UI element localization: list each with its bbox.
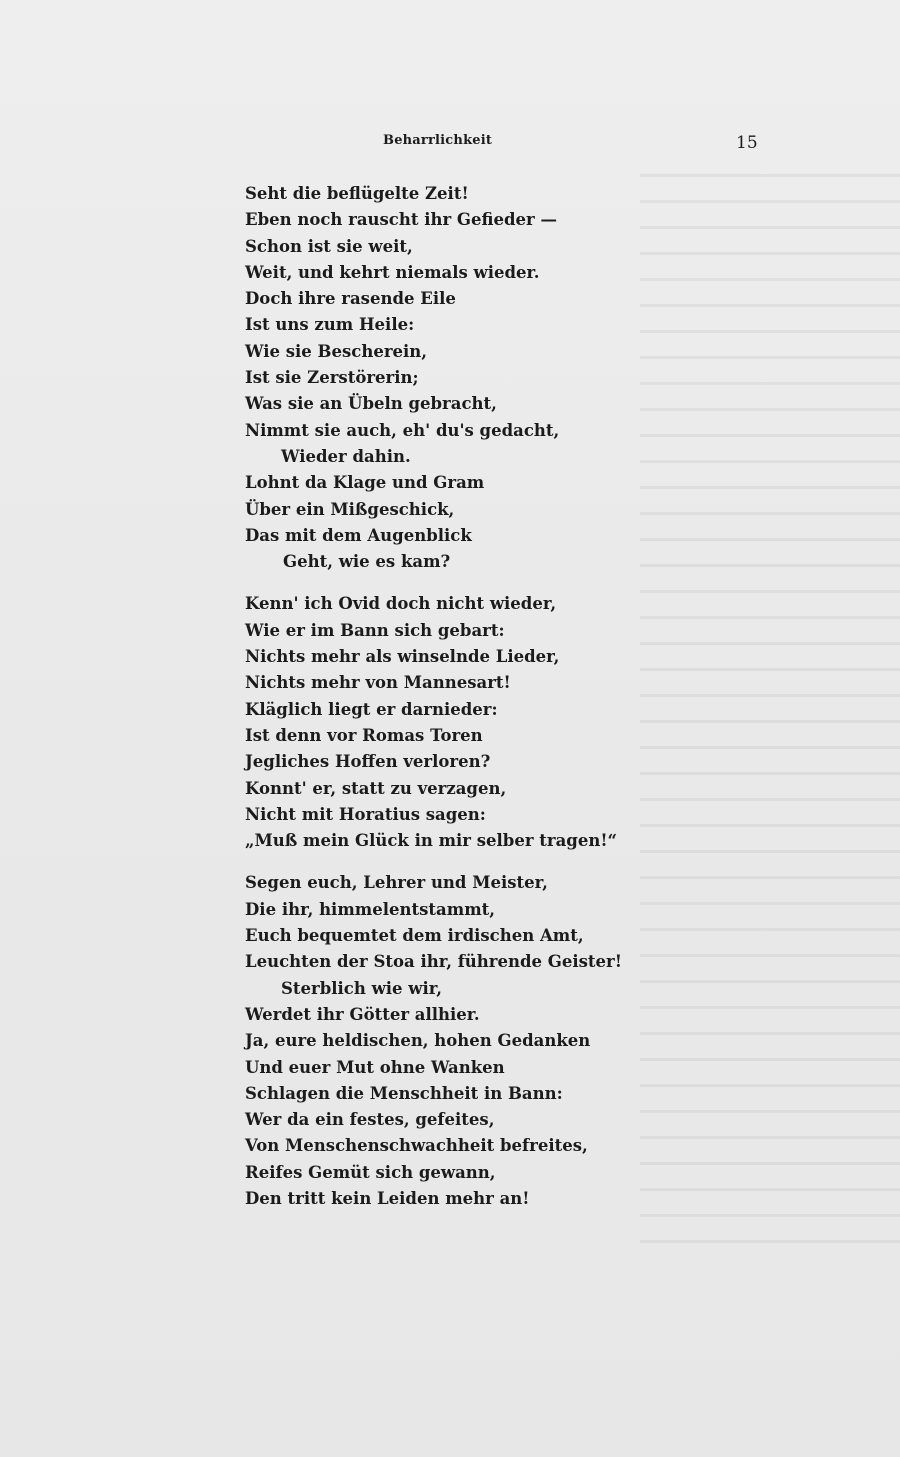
running-head	[0, 133, 900, 157]
poem-line: Das mit dem Augenblick	[245, 525, 472, 545]
poem-line: Schlagen die Menschheit in Bann:	[245, 1083, 563, 1103]
poem-line: Den tritt kein Leiden mehr an!	[245, 1188, 530, 1208]
poem-line: Nichts mehr als winselnde Lieder,	[245, 647, 560, 667]
poem-line: Euch bequemtet dem irdischen Amt,	[245, 926, 584, 946]
poem-line: Geht, wie es kam?	[283, 552, 451, 572]
poem-line: Doch ihre rasende Eile	[245, 289, 456, 309]
stanza	[245, 591, 805, 854]
poem-line: Weit, und kehrt niemals wieder.	[245, 262, 540, 282]
poem-line: Wie sie Bescherein,	[245, 341, 428, 361]
page-number: 15	[736, 133, 758, 153]
poem-line: Nicht mit Horatius sagen:	[245, 804, 486, 824]
poem-line: Nimmt sie auch, eh' du's gedacht,	[245, 420, 560, 440]
poem-body	[245, 181, 805, 1212]
poem-line: Ist uns zum Heile:	[245, 315, 415, 335]
poem-line: Jegliches Hoffen verloren?	[245, 752, 491, 772]
poem-line: Und euer Mut ohne Wanken	[245, 1057, 505, 1077]
poem-line: Über ein Mißgeschick,	[245, 499, 455, 519]
poem-line: Ja, eure heldischen, hohen Gedanken	[245, 1031, 591, 1051]
poem-line: Lohnt da Klage und Gram	[245, 473, 485, 493]
poem-line: Leuchten der Stoa ihr, führende Geister!	[245, 952, 622, 972]
poem-line: Schon ist sie weit,	[245, 236, 413, 256]
poem-line: Was sie an Übeln gebracht,	[245, 394, 497, 414]
stanza	[245, 181, 805, 575]
stanza	[245, 870, 805, 1212]
poem-line: Werdet ihr Götter allhier.	[245, 1004, 480, 1024]
poem-line: Sterblich wie wir,	[281, 978, 443, 998]
poem-line: Ist denn vor Romas Toren	[245, 725, 483, 745]
poem-line: Eben noch rauscht ihr Gefieder —	[245, 210, 557, 230]
poem-line: Segen euch, Lehrer und Meister,	[245, 873, 548, 893]
poem-line: Von Menschenschwachheit befreites,	[245, 1136, 588, 1156]
poem-line: Ist sie Zerstörerin;	[245, 368, 419, 388]
poem-line: „Muß mein Glück in mir selber tragen!“	[245, 831, 618, 851]
poem-line: Wer da ein festes, gefeites,	[245, 1110, 495, 1130]
poem-line: Nichts mehr von Mannesart!	[245, 673, 511, 693]
poem-line: Wieder dahin.	[281, 446, 411, 466]
poem-line: Reifes Gemüt sich gewann,	[245, 1162, 496, 1182]
poem-line: Kenn' ich Ovid doch nicht wieder,	[245, 594, 557, 614]
poem-line: Wie er im Bann sich gebart:	[245, 620, 505, 640]
poem-line: Kläglich liegt er darnieder:	[245, 699, 498, 719]
running-title: Beharrlichkeit	[383, 133, 493, 148]
poem-line: Konnt' er, statt zu verzagen,	[245, 778, 507, 798]
poem-line: Seht die beflügelte Zeit!	[245, 184, 469, 203]
poem-line: Die ihr, himmelentstammt,	[245, 899, 496, 919]
